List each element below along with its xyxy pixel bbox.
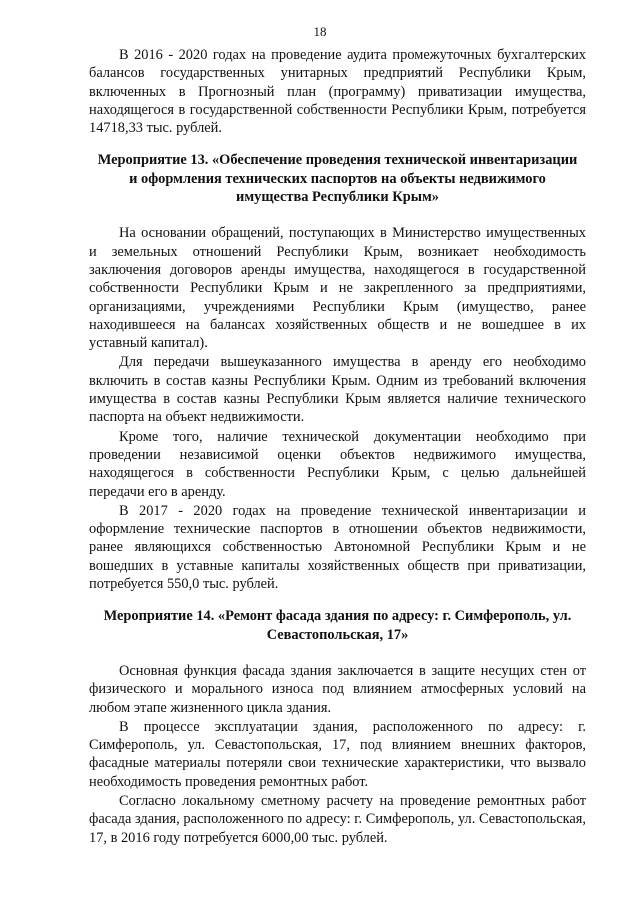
heading-measure-13: Мероприятие 13. «Обеспечение проведения технической инвентаризации и оформления технических паспортов на объекты недвижимого имущества Республики Крым» bbox=[97, 152, 578, 206]
paragraph-repair-funding: Согласно локальному сметному расчету на проведение ремонтных работ фасада здания, расположенного по адресу: г. Симферополь, ул. Севастопольская, 17, в 2016 году потребуется 6000,00 тыс. рублей. bbox=[89, 792, 586, 846]
paragraph-technical-docs: Кроме того, наличие технической документации необходимо при проведении независимой оценки объектов недвижимого имущества, находящегося в собственности Республики Крым, с целью дальнейшей передачи его в аренду. bbox=[89, 428, 586, 500]
paragraph-treasury-inclusion: Для передачи вышеуказанного имущества в аренду его необходимо включить в состав казны Республики Крым. Одним из требований включения имущества в состав казны Республики Крым является наличие технического паспорта на объект недвижимости. bbox=[89, 354, 586, 426]
heading-measure-14: Мероприятие 14. «Ремонт фасада здания по адресу: г. Симферополь, ул. Севастопольская, 17» bbox=[103, 608, 572, 643]
page-number: 18 bbox=[313, 24, 327, 39]
page-content bbox=[89, 46, 586, 847]
paragraph-facade-function: Основная функция фасада здания заключается в защите несущих стен от физического и морального износа под влиянием атмосферных условий на любом этапе жизненного цикла здания. bbox=[89, 662, 586, 716]
paragraph-inventory-funding: В 2017 - 2020 годах на проведение технической инвентаризации и оформление технические паспортов в отношении объектов недвижимости, ранее являющихся собственностью Автономной Республики Крым и не вошедших в уставные капиталы хозяйственных обществ при приватизации, потребуется 550,0 тыс. рублей. bbox=[89, 502, 586, 593]
paragraph-lease-need: На основании обращений, поступающих в Министерство имущественных и земельных отношений Республики Крым, возникает необходимость заключения договоров аренды имущества, находящегося в государственной собственности Республики Крым и не закрепленного за предприятиями, организациями, учреждениями Республики Крым (имущество, ранее находившееся на балансах хозяйственных обществ и не вошедшее в их уставный капитал). bbox=[89, 225, 586, 352]
paragraph-audit-funding: В 2016 - 2020 годах на проведение аудита промежуточных бухгалтерских балансов государственных унитарных предприятий Республики Крым, включенных в Прогнозный план (программу) приватизации имущества, находящегося в государственной собственности Республики Крым, потребуется 14718,33 тыс. рублей. bbox=[89, 47, 586, 137]
paragraph-facade-condition: В процессе эксплуатации здания, расположенного по адресу: г. Симферополь, ул. Севастопольская, 17, под влиянием внешних факторов, фасадные материалы потеряли свои технические характеристики, что вызвало необходимость проведения ремонтных работ. bbox=[89, 718, 586, 790]
